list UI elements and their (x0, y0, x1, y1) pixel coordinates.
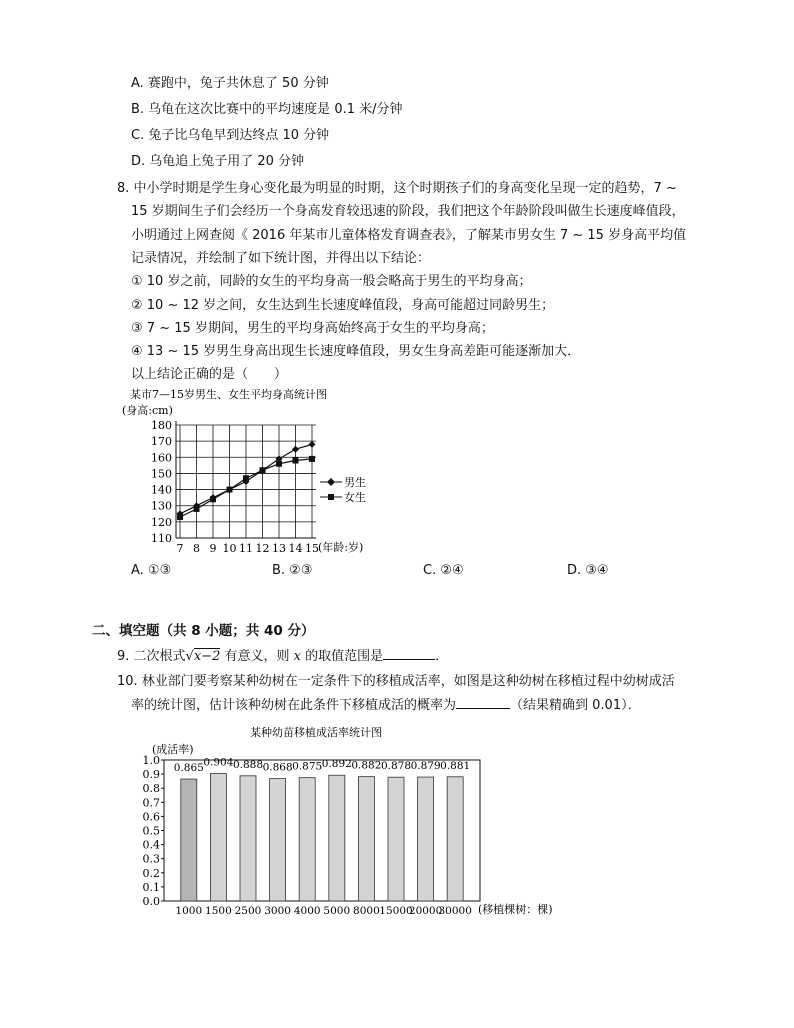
legend-girls-marker (328, 494, 334, 500)
height-chart-ytick: 130 (151, 499, 172, 513)
q9-suffix: 的取值范围是 (305, 649, 384, 664)
height-chart-xtick: 12 (255, 542, 270, 555)
height-chart-xtick: 10 (222, 542, 237, 555)
survival-rate-bar-chart (138, 722, 570, 922)
q8-option-c: C. ②④ (423, 563, 464, 578)
bar-chart-ytick: 0.9 (142, 768, 160, 782)
q7-option-d: D. 乌龟追上兔子用了 20 分钟 (131, 154, 305, 169)
girls-point (194, 506, 200, 512)
bar-5000 (329, 775, 345, 901)
bar-category-label: 15000 (379, 905, 413, 917)
q7-option-b: B. 乌龟在这次比赛中的平均速度是 0.1 米/分钟 (131, 102, 403, 117)
height-chart-xtick: 14 (288, 542, 303, 555)
height-chart-xtick: 11 (239, 542, 253, 555)
height-chart-xlabel: (年龄:岁) (318, 541, 364, 554)
bar-value-label: 0.868 (262, 761, 293, 774)
q8-option-d: D. ③④ (567, 563, 609, 578)
height-chart-xtick: 7 (176, 542, 184, 555)
q8-line-3: 小明通过上网查阅《 2016 年某市儿童体格发育调查表》，了解某市男女生 7 ~ 15 岁身高平均值 (131, 228, 687, 243)
q7-option-c: C. 兔子比乌龟早到达终点 10 分钟 (131, 128, 330, 143)
height-chart-ytick: 150 (151, 467, 172, 481)
bar-20000 (418, 777, 434, 901)
q8-line-1: 8. 中小学时期是学生身心变化最为明显的时期，这个时期孩子们的身高变化呈现一定的趋势，7 ~ (117, 181, 677, 196)
bar-value-label: 0.865 (173, 762, 204, 775)
bar-value-label: 0.881 (440, 759, 471, 772)
bar-value-label: 0.882 (351, 759, 382, 772)
bar-chart-ytick: 0.5 (142, 824, 160, 838)
bar-category-label: 3000 (264, 905, 291, 917)
bar-category-label: 1500 (205, 905, 232, 917)
height-chart-ytick: 180 (151, 419, 172, 432)
bar-1500 (210, 774, 226, 901)
q8-conclusion-2: ② 10 ~ 12 岁之间，女生达到生长速度峰值段，身高可能超过同龄男生； (131, 298, 555, 313)
bar-8000 (358, 777, 374, 901)
bar-category-label: 30000 (438, 905, 472, 917)
bar-value-label: 0.904 (203, 756, 234, 769)
q8-conclusion-4: ④ 13 ~ 15 岁男生身高出现生长速度峰值段，男女生身高差距可能逐渐加大． (131, 344, 581, 359)
bar-3000 (270, 779, 286, 901)
bar-chart-ytick: 0.6 (142, 810, 160, 824)
bar-chart-ytick: 0.1 (142, 880, 160, 894)
height-chart-ytick: 170 (151, 435, 172, 449)
height-chart-ytick: 140 (151, 483, 172, 497)
q9-middle: 有意义，则 (224, 649, 290, 664)
bar-category-label: 2500 (234, 905, 262, 917)
legend-boys-marker (327, 478, 335, 486)
girls-point (309, 456, 315, 462)
q10-line-2-prefix: 率的统计图，估计该种幼树在此条件下移植成活的概率为 (131, 698, 457, 713)
bar-value-label: 0.879 (410, 760, 441, 773)
bar-chart-ytick: 0.3 (142, 852, 160, 866)
bar-value-label: 0.888 (232, 758, 264, 771)
bar-chart-ytick: 0.4 (142, 838, 160, 852)
bar-chart-ytick: 1.0 (142, 754, 160, 767)
q8-option-a: A. ①③ (131, 563, 172, 578)
girls-point (243, 475, 249, 481)
bar-chart-xlabel: (移植棵树：棵) (478, 903, 553, 916)
bar-chart-ytick: 0.7 (142, 796, 160, 810)
height-line-chart (118, 384, 408, 562)
q10-line-1: 10. 林业部门要考察某种幼树在一定条件下的移植成活率，如图是这种幼树在移植过程中幼树成活 (117, 674, 675, 689)
q9-end: ． (435, 649, 449, 664)
q7-option-a: A. 赛跑中，兔子共休息了 50 分钟 (131, 76, 329, 91)
q9-answer-blank[interactable] (383, 647, 435, 660)
height-chart-xtick: 15 (305, 542, 319, 555)
q9-var: x (293, 649, 301, 664)
height-chart-title: 某市7—15岁男生、女生平均身高统计图 (130, 388, 327, 401)
bar-value-label: 0.892 (321, 758, 352, 771)
bar-value-label: 0.875 (292, 760, 323, 773)
bar-1000 (181, 779, 197, 901)
bar-30000 (447, 777, 463, 901)
girls-point (227, 487, 233, 493)
height-chart-ylabel: (身高:cm) (122, 404, 173, 417)
legend-boys-label: 男生 (344, 476, 366, 489)
girls-point (177, 514, 183, 520)
q8-line-4: 记录情况，并绘制了如下统计图，并得出以下结论： (131, 251, 431, 266)
q8-conclusion-3: ③ 7 ~ 15 岁期间，男生的平均身高始终高于女生的平均身高； (131, 321, 494, 336)
sqrt-icon: √ (185, 649, 194, 664)
bar-value-label: 0.878 (380, 760, 412, 773)
bar-chart-ytick: 0.2 (142, 866, 160, 880)
bar-chart-ytick: 0.0 (142, 895, 160, 908)
bar-15000 (388, 777, 404, 901)
height-chart-ytick: 120 (151, 515, 172, 529)
height-chart-xtick: 13 (272, 542, 286, 555)
q9-radicand: x−2 (193, 649, 221, 664)
girls-point (293, 458, 299, 464)
q10-answer-blank[interactable] (456, 696, 510, 709)
q10-line-2-suffix: （结果精确到 0.01）． (510, 698, 641, 713)
height-chart-ytick: 110 (151, 532, 172, 545)
bar-category-label: 20000 (408, 905, 443, 917)
legend-girls-label: 女生 (344, 491, 366, 504)
height-chart-xtick: 8 (193, 542, 200, 555)
q8-option-b: B. ②③ (272, 563, 313, 578)
boys-point (309, 441, 316, 448)
bar-category-label: 1000 (175, 905, 203, 917)
girls-point (210, 496, 216, 502)
q9 (117, 647, 448, 666)
q8-conclusion-1: ① 10 岁之前，同龄的女生的平均身高一般会略高于男生的平均身高； (131, 274, 532, 289)
bar-2500 (240, 776, 256, 901)
bar-category-label: 4000 (293, 905, 321, 917)
bar-chart-ylabel: (成活率) (152, 743, 194, 756)
boys-point (292, 446, 299, 453)
height-chart-xtick: 9 (209, 542, 217, 555)
q8-question: 以上结论正确的是（ ） (131, 367, 288, 382)
q10-line-2 (131, 696, 641, 715)
q9-prefix: 9. 二次根式 (117, 649, 186, 664)
section-title: 二、填空题（共 8 小题；共 40 分） (92, 623, 315, 639)
bar-category-label: 8000 (353, 905, 380, 917)
bar-chart-title: 某种幼苗移植成活率统计图 (250, 726, 382, 739)
height-chart-ytick: 160 (151, 451, 172, 465)
girls-point (260, 467, 266, 473)
bar-chart-ytick: 0.8 (142, 782, 160, 796)
bar-4000 (299, 778, 315, 901)
bar-category-label: 5000 (323, 905, 351, 917)
q8-line-2: 15 岁期间生子们会经历一个身高发育较迅速的阶段，我们把这个年龄阶段叫做生长速度峰值段， (131, 204, 685, 219)
girls-point (276, 461, 282, 467)
